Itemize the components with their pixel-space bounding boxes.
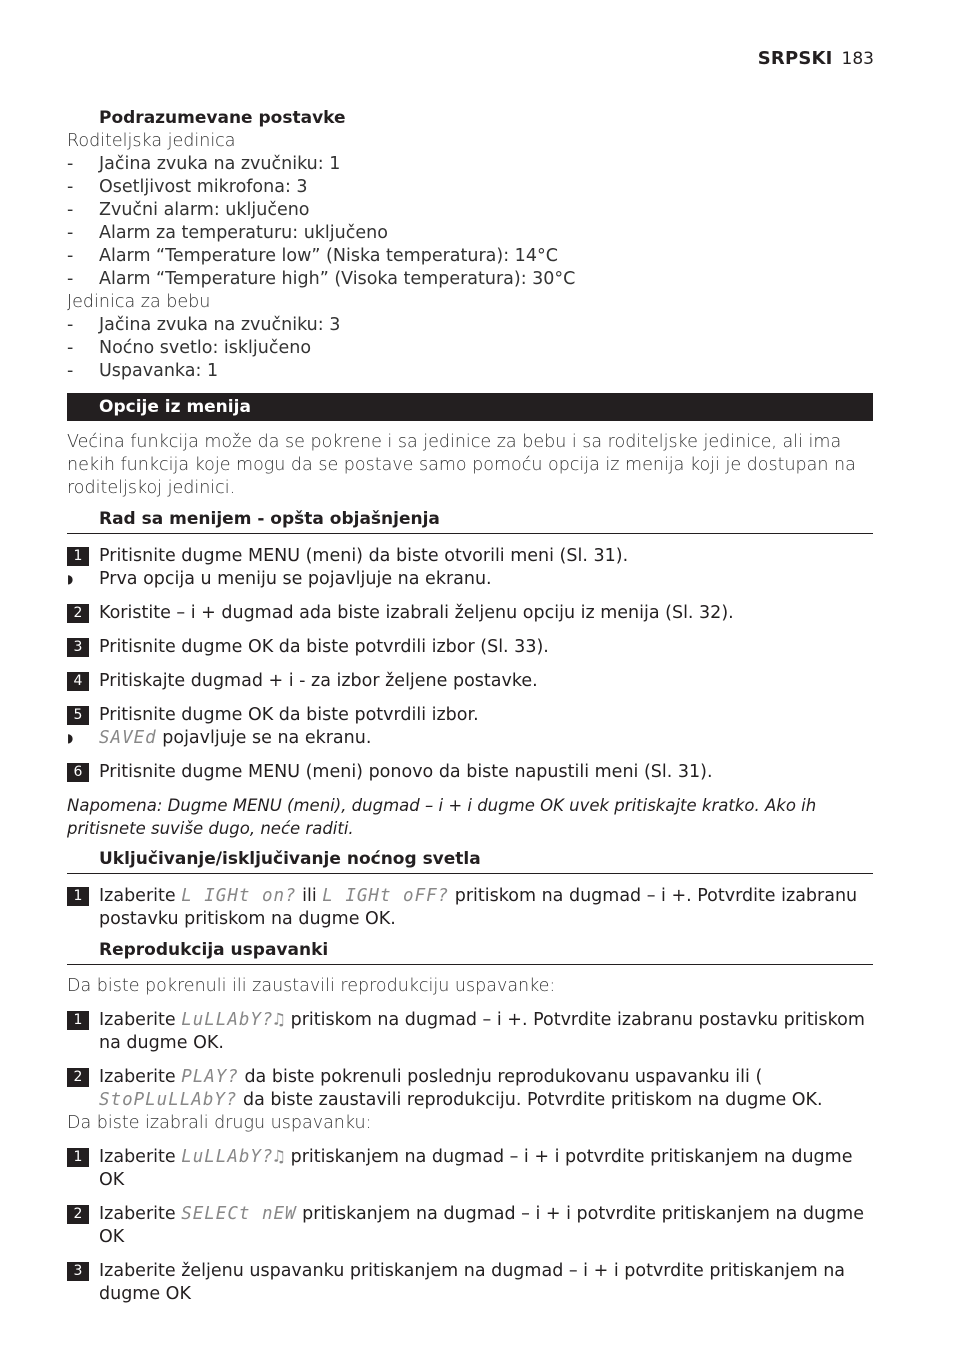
lcd-text: StoPLuLLAbY? bbox=[99, 1090, 238, 1110]
note: Napomena: Dugme MENU (meni), dugmad – i + i dugme OK uvek pritiskajte kratko. Ako ih pritisnete suviše dugo, neće raditi. bbox=[67, 796, 817, 838]
step: 2 Izaberite PLAY? da biste pokrenuli poslednju reprodukovanu uspavanku ili ( StoPLuLLAbY? da biste zaustavili reprodukciju. Potvrdite pritiskom na dugme OK. bbox=[67, 1066, 873, 1112]
arrow-icon: ◗ bbox=[67, 731, 74, 745]
step: 1 Izaberite LuLLAbY?♫ pritiskom na dugmad – i +. Potvrdite izabranu postavku pritiskom na dugme OK. bbox=[67, 1009, 873, 1055]
step: 6 Pritisnite dugme MENU (meni) ponovo da biste napustili meni (Sl. 31). bbox=[67, 761, 873, 784]
list-item: - Alarm “Temperature low” (Niska temperatura): 14°C bbox=[67, 246, 558, 266]
lcd-text: SELECt nEW bbox=[181, 1204, 297, 1224]
step: 2 Izaberite SELECt nEW pritiskanjem na dugmad – i + i potvrdite pritiskanjem na dugme OK bbox=[67, 1203, 873, 1249]
page-header bbox=[758, 48, 874, 69]
lullaby-intro: Da biste pokrenuli ili zaustavili reprodukciju uspavanke: bbox=[67, 976, 556, 996]
general-title: Rad sa menijem - opšta objašnjenja bbox=[67, 508, 873, 534]
other-lullaby-intro: Da biste izabrali drugu uspavanku: bbox=[67, 1113, 372, 1133]
step: 5 Pritisnite dugme OK da biste potvrdili izbor. bbox=[67, 704, 873, 727]
list-item: - Osetljivost mikrofona: 3 bbox=[67, 177, 308, 197]
step: 4 Pritiskajte dugmad + i - za izbor željene postavke. bbox=[67, 670, 873, 693]
list-item: - Jačina zvuka na zvučniku: 1 bbox=[67, 154, 341, 174]
lcd-text: LuLLAbY?♫ bbox=[181, 1010, 286, 1030]
lcd-text: PLAY? bbox=[181, 1067, 239, 1087]
nightlight-title: Uključivanje/isključivanje noćnog svetla bbox=[67, 848, 873, 874]
parent-defaults-list bbox=[67, 153, 873, 291]
list-item: - Noćno svetlo: isključeno bbox=[67, 338, 312, 358]
parent-unit-label: Roditeljska jedinica bbox=[67, 131, 236, 151]
list-item: - Alarm “Temperature high” (Visoka temperatura): 30°C bbox=[67, 269, 576, 289]
step-result: ◗ SAVEd pojavljuje se na ekranu. bbox=[67, 728, 372, 748]
language-label: SRPSKI bbox=[757, 48, 833, 69]
step: 1 Pritisnite dugme MENU (meni) da biste otvorili meni (Sl. 31). bbox=[67, 545, 873, 568]
arrow-icon: ◗ bbox=[67, 572, 74, 586]
step: 3 Izaberite željenu uspavanku pritiskanjem na dugmad – i + i potvrdite pritiskanjem na dugme OK bbox=[67, 1260, 873, 1306]
list-item: - Jačina zvuka na zvučniku: 3 bbox=[67, 315, 341, 335]
step: 1 Izaberite L IGHt on? ili L IGHt oFF? pritiskom na dugmad – i +. Potvrdite izabranu postavku pritiskom na dugme OK. bbox=[67, 885, 873, 931]
lullaby-title: Reprodukcija uspavanki bbox=[67, 939, 873, 965]
list-item: - Alarm za temperaturu: uključeno bbox=[67, 223, 388, 243]
page-number: 183 bbox=[841, 49, 874, 69]
menu-intro: Većina funkcija može da se pokrene i sa jedinice za bebu i sa roditeljske jedinice, ali ima nekih funkcija koje mogu da se postave samo pomoću opcija iz menija koji je dostupan na roditeljskoj jedinici. bbox=[67, 432, 856, 498]
lcd-text: L IGHt oFF? bbox=[322, 886, 450, 906]
lcd-text: L IGHt on? bbox=[181, 886, 297, 906]
step: 2 Koristite – i + dugmad ada biste izabrali željenu opciju iz menija (Sl. 32). bbox=[67, 602, 873, 625]
menu-section-bar: Opcije iz menija bbox=[67, 393, 873, 421]
lcd-text: LuLLAbY?♫ bbox=[181, 1147, 286, 1167]
list-item: - Zvučni alarm: uključeno bbox=[67, 200, 310, 220]
step-result: ◗ Prva opcija u meniju se pojavljuje na ekranu. bbox=[67, 569, 492, 589]
baby-unit-label: Jedinica za bebu bbox=[67, 292, 211, 312]
step: 1 Izaberite LuLLAbY?♫ pritiskanjem na dugmad – i + i potvrdite pritiskanjem na dugme OK bbox=[67, 1146, 873, 1192]
baby-defaults-list bbox=[67, 314, 873, 383]
list-item: - Uspavanka: 1 bbox=[67, 361, 219, 381]
step: 3 Pritisnite dugme OK da biste potvrdili izbor (Sl. 33). bbox=[67, 636, 873, 659]
defaults-title: Podrazumevane postavke bbox=[99, 108, 346, 128]
page-content bbox=[67, 107, 873, 1306]
lcd-text: SAVEd bbox=[99, 728, 157, 748]
